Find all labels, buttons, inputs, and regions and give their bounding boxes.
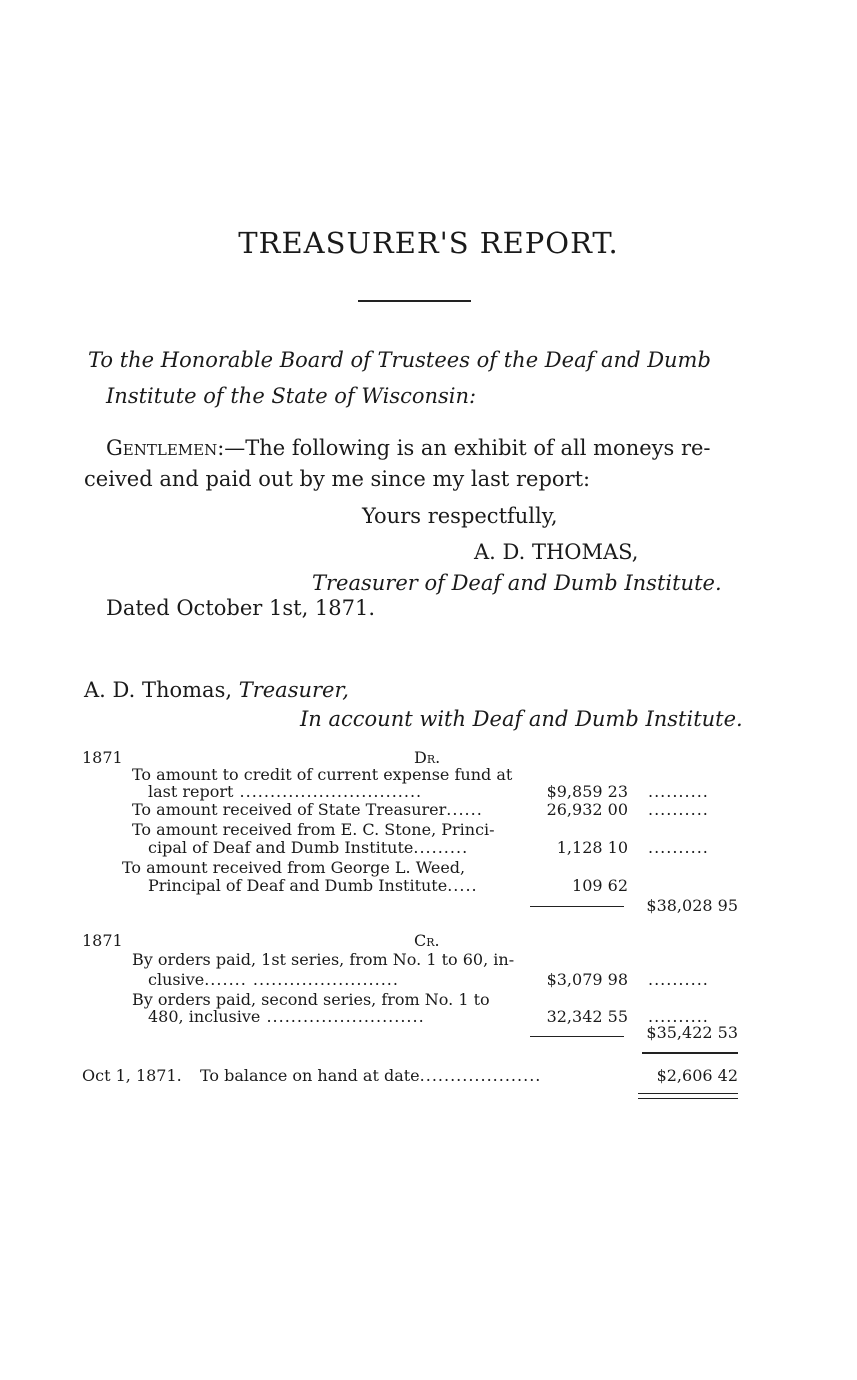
credit-entry-2-line-2: 480, inclusive .......................... <box>148 1007 425 1026</box>
debit-entry-1-leader: .......... <box>648 782 709 801</box>
page-title: TREASURER'S REPORT. <box>238 226 619 260</box>
account-holder-name: A. D. Thomas, <box>84 678 233 702</box>
account-holder-role: Treasurer, <box>238 678 349 702</box>
closing: Yours respectfully, <box>362 504 558 528</box>
title-rule <box>358 300 471 302</box>
balance-amount: $2,606 42 <box>656 1066 738 1085</box>
balance-rule-1 <box>638 1093 738 1094</box>
salutation-line-1: To the Honorable Board of Trustees of the Deaf and Dumb <box>88 348 711 372</box>
debit-entry-3-amount: 1,128 10 <box>556 838 628 857</box>
debit-heading: Dr. <box>414 748 441 767</box>
credit-entry-1-amount: $3,079 98 <box>546 970 628 989</box>
credit-entry-1-line-1: By orders paid, 1st series, from No. 1 to 60, in- <box>132 950 515 969</box>
credit-total-rule <box>642 1052 738 1054</box>
account-holder <box>84 678 349 702</box>
debit-entry-1-line-1: To amount to credit of current expense fund at <box>132 765 513 784</box>
letter-line-2: ceived and paid out by me since my last report: <box>84 467 591 491</box>
debit-entry-1-amount: $9,859 23 <box>546 782 628 801</box>
credit-total: $35,422 53 <box>646 1023 738 1042</box>
debit-entry-4-line-2: Principal of Deaf and Dumb Institute..... <box>148 876 478 895</box>
credit-subtotal-rule <box>530 1036 624 1037</box>
debit-entry-2-amount: 26,932 00 <box>546 800 628 819</box>
signer-name: A. D. THOMAS, <box>474 540 639 564</box>
credit-entry-1-leader: .......... <box>648 970 709 989</box>
debit-entry-2-line-1: To amount received of State Treasurer...... <box>132 800 483 819</box>
debit-entry-4-line-1: To amount received from George L. Weed, <box>122 858 466 877</box>
credit-entry-1-line-2: clusive....... ........................ <box>148 970 399 989</box>
credit-entry-2-amount: 32,342 55 <box>546 1007 628 1026</box>
debit-year: 1871 <box>82 748 123 767</box>
debit-total: $38,028 95 <box>646 896 738 915</box>
credit-entry-2-leader: .......... <box>648 1007 709 1026</box>
salutation-line-2: Institute of the State of Wisconsin: <box>106 384 477 408</box>
debit-entry-2-leader: .......... <box>648 800 709 819</box>
account-subtitle: In account with Deaf and Dumb Institute. <box>300 707 743 731</box>
letter-line-1 <box>106 436 711 460</box>
dated-line: Dated October 1st, 1871. <box>106 596 376 620</box>
debit-entry-3-line-2: cipal of Deaf and Dumb Institute......... <box>148 838 469 857</box>
debit-entry-1-line-2: last report .............................. <box>148 782 423 801</box>
debit-entry-3-line-1: To amount received from E. C. Stone, Princi- <box>132 820 495 839</box>
credit-entry-2-line-1: By orders paid, second series, from No. 1 to <box>132 990 490 1009</box>
signer-title: Treasurer of Deaf and Dumb Institute. <box>312 571 722 595</box>
balance-date: Oct 1, 1871. <box>82 1066 182 1085</box>
greeting: Gentlemen <box>106 436 218 460</box>
balance-rule-2 <box>638 1098 738 1099</box>
credit-year: 1871 <box>82 931 123 950</box>
debit-subtotal-rule <box>530 906 624 907</box>
debit-entry-4-amount: 109 62 <box>572 876 628 895</box>
letter-line-1-text: :—The following is an exhibit of all moneys re- <box>217 436 711 460</box>
credit-heading: Cr. <box>414 931 440 950</box>
balance-label: To balance on hand at date.................... <box>200 1066 542 1085</box>
debit-entry-3-leader: .......... <box>648 838 709 857</box>
